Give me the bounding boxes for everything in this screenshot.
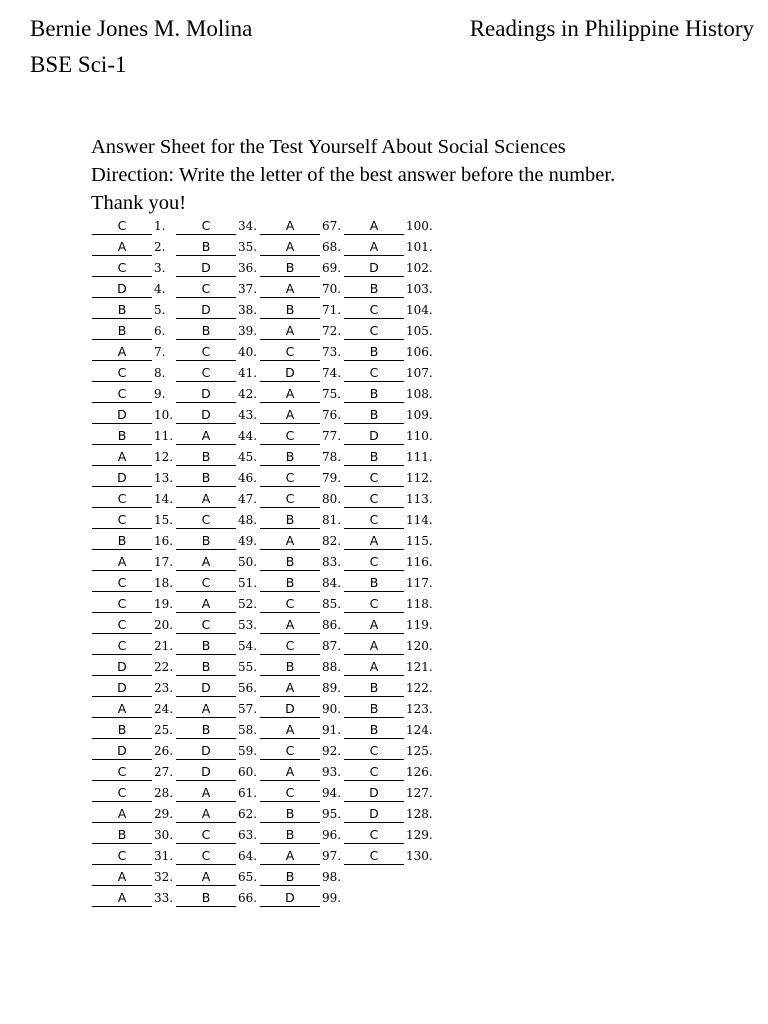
question-number: 79. [322, 471, 342, 485]
question-number: 110. [406, 429, 433, 443]
answer-blank[interactable]: C [344, 471, 404, 487]
answer-blank[interactable]: B [260, 450, 320, 466]
question-number: 61. [238, 786, 258, 800]
question-number: 22. [154, 660, 174, 674]
answer-blank[interactable]: A [260, 282, 320, 298]
question-number: 40. [238, 345, 258, 359]
question-number: 55. [238, 660, 258, 674]
answer-blank[interactable]: A [344, 639, 404, 655]
answer-blank[interactable]: B [260, 807, 320, 823]
answer-blank[interactable]: A [260, 723, 320, 739]
question-number: 10. [154, 408, 174, 422]
question-number: 51. [238, 576, 258, 590]
question-number: 18. [154, 576, 174, 590]
question-number: 66. [238, 891, 258, 905]
question-number: 96. [322, 828, 342, 842]
answer-blank[interactable]: B [176, 723, 236, 739]
question-number: 78. [322, 450, 342, 464]
answer-blank[interactable]: C [344, 597, 404, 613]
answer-blank[interactable]: B [260, 870, 320, 886]
question-number: 58. [238, 723, 258, 737]
question-number: 70. [322, 282, 342, 296]
question-number: 72. [322, 324, 342, 338]
answer-blank[interactable]: C [260, 744, 320, 760]
question-number: 50. [238, 555, 258, 569]
answer-blank[interactable]: C [344, 828, 404, 844]
answer-blank[interactable]: C [344, 513, 404, 529]
question-number: 115. [406, 534, 433, 548]
instructions [91, 133, 615, 217]
answer-blank[interactable]: A [176, 555, 236, 571]
question-number: 100. [406, 219, 433, 233]
question-number: 2. [154, 240, 166, 254]
question-number: 67. [322, 219, 342, 233]
closing-text: Thank you! [91, 192, 187, 214]
question-number: 44. [238, 429, 258, 443]
answer-blank[interactable]: D [260, 891, 320, 907]
question-number: 12. [154, 450, 174, 464]
answer-blank[interactable]: B [176, 660, 236, 676]
question-number: 31. [154, 849, 174, 863]
answer-blank[interactable]: A [260, 387, 320, 403]
answer-blank[interactable]: B [344, 702, 404, 718]
answer-blank[interactable]: B [176, 534, 236, 550]
question-number: 62. [238, 807, 258, 821]
answer-blank[interactable]: B [176, 450, 236, 466]
answer-blank[interactable]: C [344, 303, 404, 319]
question-number: 54. [238, 639, 258, 653]
question-number: 121. [406, 660, 433, 674]
question-number: 99. [322, 891, 342, 905]
answer-blank[interactable]: A [260, 849, 320, 865]
answer-blank[interactable]: B [344, 723, 404, 739]
question-number: 90. [322, 702, 342, 716]
answer-blank[interactable]: C [176, 282, 236, 298]
answer-blank[interactable]: D [176, 261, 236, 277]
question-number: 77. [322, 429, 342, 443]
answer-blank[interactable]: C [260, 492, 320, 508]
question-number: 91. [322, 723, 342, 737]
answer-blank[interactable]: A [260, 324, 320, 340]
question-number: 86. [322, 618, 342, 632]
answer-blank[interactable]: C [260, 597, 320, 613]
question-number: 27. [154, 765, 174, 779]
question-number: 52. [238, 597, 258, 611]
question-number: 11. [154, 429, 174, 443]
question-number: 16. [154, 534, 174, 548]
answer-blank[interactable]: C [260, 786, 320, 802]
question-number: 59. [238, 744, 258, 758]
answer-blank[interactable]: B [176, 471, 236, 487]
answer-blank[interactable]: A [344, 618, 404, 634]
question-number: 98. [322, 870, 342, 884]
question-number: 68. [322, 240, 342, 254]
answer-blank[interactable]: B [92, 324, 152, 340]
answer-blank[interactable]: D [92, 408, 152, 424]
question-number: 117. [406, 576, 433, 590]
question-number: 63. [238, 828, 258, 842]
question-number: 13. [154, 471, 174, 485]
answer-blank[interactable]: C [92, 576, 152, 592]
answer-blank[interactable]: C [176, 219, 236, 235]
answer-blank[interactable]: C [344, 849, 404, 865]
question-number: 111. [406, 450, 433, 464]
question-number: 21. [154, 639, 174, 653]
answer-blank[interactable]: B [176, 240, 236, 256]
answer-blank[interactable]: A [92, 870, 152, 886]
question-number: 81. [322, 513, 342, 527]
answer-blank[interactable]: C [92, 261, 152, 277]
question-number: 32. [154, 870, 174, 884]
question-number: 113. [406, 492, 433, 506]
question-number: 105. [406, 324, 433, 338]
answer-blank[interactable]: B [260, 513, 320, 529]
answer-blank[interactable]: C [260, 429, 320, 445]
question-number: 33. [154, 891, 174, 905]
answer-blank[interactable]: A [260, 681, 320, 697]
student-name: Bernie Jones M. Molina [30, 16, 253, 41]
question-number: 29. [154, 807, 174, 821]
answer-blank[interactable]: B [344, 387, 404, 403]
answer-blank[interactable]: A [92, 450, 152, 466]
answer-blank[interactable]: B [176, 639, 236, 655]
answer-blank[interactable]: C [92, 492, 152, 508]
answer-blank[interactable]: B [260, 261, 320, 277]
question-number: 69. [322, 261, 342, 275]
question-number: 108. [406, 387, 433, 401]
answer-blank[interactable]: A [92, 240, 152, 256]
answer-blank[interactable]: B [92, 303, 152, 319]
question-number: 130. [406, 849, 433, 863]
question-number: 71. [322, 303, 342, 317]
question-number: 101. [406, 240, 433, 254]
answer-blank[interactable]: B [92, 723, 152, 739]
answer-blank[interactable]: D [176, 765, 236, 781]
answer-blank[interactable]: B [344, 282, 404, 298]
answer-blank[interactable]: D [176, 303, 236, 319]
answer-blank[interactable]: D [92, 660, 152, 676]
question-number: 1. [154, 219, 166, 233]
question-number: 41. [238, 366, 258, 380]
answer-blank[interactable]: D [92, 744, 152, 760]
answer-blank[interactable]: C [92, 597, 152, 613]
question-number: 120. [406, 639, 433, 653]
answer-blank[interactable]: A [176, 597, 236, 613]
question-number: 119. [406, 618, 433, 632]
answer-blank[interactable]: C [92, 618, 152, 634]
question-number: 57. [238, 702, 258, 716]
answer-blank[interactable]: A [260, 240, 320, 256]
answer-blank[interactable]: D [260, 366, 320, 382]
answer-blank[interactable]: A [344, 534, 404, 550]
question-number: 46. [238, 471, 258, 485]
answer-blank[interactable]: C [92, 366, 152, 382]
answer-blank[interactable]: C [260, 471, 320, 487]
question-number: 14. [154, 492, 174, 506]
question-number: 23. [154, 681, 174, 695]
question-number: 87. [322, 639, 342, 653]
answer-blank[interactable]: D [344, 261, 404, 277]
answer-blank[interactable]: A [260, 618, 320, 634]
answer-blank[interactable]: C [92, 387, 152, 403]
answer-blank[interactable]: C [92, 639, 152, 655]
answer-blank[interactable]: A [92, 345, 152, 361]
question-number: 93. [322, 765, 342, 779]
question-number: 6. [154, 324, 166, 338]
question-number: 24. [154, 702, 174, 716]
question-number: 60. [238, 765, 258, 779]
question-number: 94. [322, 786, 342, 800]
answer-blank[interactable]: C [176, 849, 236, 865]
answer-blank[interactable]: C [92, 219, 152, 235]
question-number: 4. [154, 282, 166, 296]
answer-blank[interactable]: A [92, 891, 152, 907]
question-number: 123. [406, 702, 433, 716]
answer-blank[interactable]: A [344, 240, 404, 256]
question-number: 129. [406, 828, 433, 842]
question-number: 107. [406, 366, 433, 380]
question-number: 37. [238, 282, 258, 296]
answer-blank[interactable]: B [344, 450, 404, 466]
question-number: 39. [238, 324, 258, 338]
question-number: 26. [154, 744, 174, 758]
question-number: 92. [322, 744, 342, 758]
question-number: 126. [406, 765, 433, 779]
question-number: 28. [154, 786, 174, 800]
answer-blank[interactable]: C [176, 513, 236, 529]
answer-blank[interactable]: C [344, 744, 404, 760]
answer-blank[interactable]: C [344, 492, 404, 508]
question-number: 74. [322, 366, 342, 380]
sheet-title: Answer Sheet for the Test Yourself About Social Sciences [91, 136, 566, 158]
answer-blank[interactable]: C [344, 765, 404, 781]
answer-blank[interactable]: A [92, 807, 152, 823]
question-number: 56. [238, 681, 258, 695]
question-number: 43. [238, 408, 258, 422]
question-number: 109. [406, 408, 433, 422]
question-number: 8. [154, 366, 166, 380]
answer-blank[interactable]: B [260, 576, 320, 592]
answer-blank[interactable]: C [176, 828, 236, 844]
question-number: 48. [238, 513, 258, 527]
question-number: 7. [154, 345, 166, 359]
answer-blank[interactable]: B [344, 345, 404, 361]
question-number: 116. [406, 555, 433, 569]
answer-blank[interactable]: B [344, 576, 404, 592]
direction-text: Direction: Write the letter of the best answer before the number. [91, 164, 616, 186]
question-number: 103. [406, 282, 433, 296]
student-section: BSE Sci-1 [30, 52, 127, 77]
question-number: 5. [154, 303, 166, 317]
answer-blank[interactable]: A [176, 429, 236, 445]
answer-blank[interactable]: D [260, 702, 320, 718]
answer-blank[interactable]: B [260, 555, 320, 571]
question-number: 17. [154, 555, 174, 569]
answer-blank[interactable]: D [176, 387, 236, 403]
question-number: 9. [154, 387, 166, 401]
answer-blank[interactable]: D [176, 681, 236, 697]
question-number: 128. [406, 807, 433, 821]
answer-blank[interactable]: B [344, 408, 404, 424]
question-number: 104. [406, 303, 433, 317]
answer-blank[interactable]: B [92, 828, 152, 844]
answer-blank[interactable]: C [344, 366, 404, 382]
answer-blank[interactable]: A [176, 807, 236, 823]
question-number: 95. [322, 807, 342, 821]
answer-blank[interactable]: C [92, 786, 152, 802]
question-number: 112. [406, 471, 433, 485]
answer-blank[interactable]: C [176, 618, 236, 634]
answer-blank[interactable]: C [344, 555, 404, 571]
answer-blank[interactable]: A [176, 702, 236, 718]
question-number: 75. [322, 387, 342, 401]
question-number: 65. [238, 870, 258, 884]
question-number: 124. [406, 723, 433, 737]
question-number: 84. [322, 576, 342, 590]
question-number: 106. [406, 345, 433, 359]
answer-blank[interactable]: B [92, 534, 152, 550]
question-number: 15. [154, 513, 174, 527]
question-number: 20. [154, 618, 174, 632]
question-number: 73. [322, 345, 342, 359]
question-number: 76. [322, 408, 342, 422]
answer-blank[interactable]: B [260, 303, 320, 319]
answer-blank[interactable]: B [344, 681, 404, 697]
answer-blank[interactable]: D [176, 408, 236, 424]
answer-blank[interactable]: A [260, 765, 320, 781]
question-number: 38. [238, 303, 258, 317]
question-number: 30. [154, 828, 174, 842]
answer-blank[interactable]: C [260, 639, 320, 655]
answer-blank[interactable]: D [344, 786, 404, 802]
question-number: 97. [322, 849, 342, 863]
answer-blank[interactable]: A [92, 702, 152, 718]
answer-blank[interactable]: C [92, 513, 152, 529]
question-number: 35. [238, 240, 258, 254]
question-number: 125. [406, 744, 433, 758]
answer-blank[interactable]: D [344, 429, 404, 445]
answer-blank[interactable]: C [260, 345, 320, 361]
answer-blank[interactable]: C [176, 366, 236, 382]
question-number: 80. [322, 492, 342, 506]
answer-blank[interactable]: B [260, 828, 320, 844]
question-number: 102. [406, 261, 433, 275]
answer-blank[interactable]: B [260, 660, 320, 676]
question-number: 25. [154, 723, 174, 737]
subject-title: Readings in Philippine History [469, 16, 754, 41]
question-number: 3. [154, 261, 166, 275]
answer-blank[interactable]: D [344, 807, 404, 823]
answer-blank[interactable]: D [92, 471, 152, 487]
question-number: 82. [322, 534, 342, 548]
answer-blank[interactable]: C [92, 849, 152, 865]
answer-blank[interactable]: A [260, 534, 320, 550]
answer-blank[interactable]: A [344, 660, 404, 676]
answer-blank[interactable]: A [344, 219, 404, 235]
question-number: 53. [238, 618, 258, 632]
question-number: 118. [406, 597, 433, 611]
question-number: 34. [238, 219, 258, 233]
answer-blank[interactable]: C [176, 576, 236, 592]
answer-blank[interactable]: A [92, 555, 152, 571]
answer-blank[interactable]: D [176, 744, 236, 760]
answer-blank[interactable]: A [176, 786, 236, 802]
question-number: 64. [238, 849, 258, 863]
question-number: 42. [238, 387, 258, 401]
question-number: 47. [238, 492, 258, 506]
answer-blank[interactable]: D [92, 681, 152, 697]
question-number: 49. [238, 534, 258, 548]
answer-blank[interactable]: B [176, 891, 236, 907]
question-number: 19. [154, 597, 174, 611]
question-number: 45. [238, 450, 258, 464]
question-number: 127. [406, 786, 433, 800]
question-number: 114. [406, 513, 433, 527]
answer-blank[interactable]: A [176, 870, 236, 886]
question-number: 85. [322, 597, 342, 611]
question-number: 89. [322, 681, 342, 695]
question-number: 83. [322, 555, 342, 569]
answer-blank[interactable]: A [176, 492, 236, 508]
question-number: 36. [238, 261, 258, 275]
question-number: 88. [322, 660, 342, 674]
answer-blank[interactable]: C [344, 324, 404, 340]
answer-blank[interactable]: B [92, 429, 152, 445]
answer-blank[interactable]: A [260, 219, 320, 235]
answer-blank[interactable]: C [176, 345, 236, 361]
answer-blank[interactable]: B [176, 324, 236, 340]
question-number: 122. [406, 681, 433, 695]
answer-blank[interactable]: A [260, 408, 320, 424]
answer-blank[interactable]: D [92, 282, 152, 298]
answer-blank[interactable]: C [92, 765, 152, 781]
